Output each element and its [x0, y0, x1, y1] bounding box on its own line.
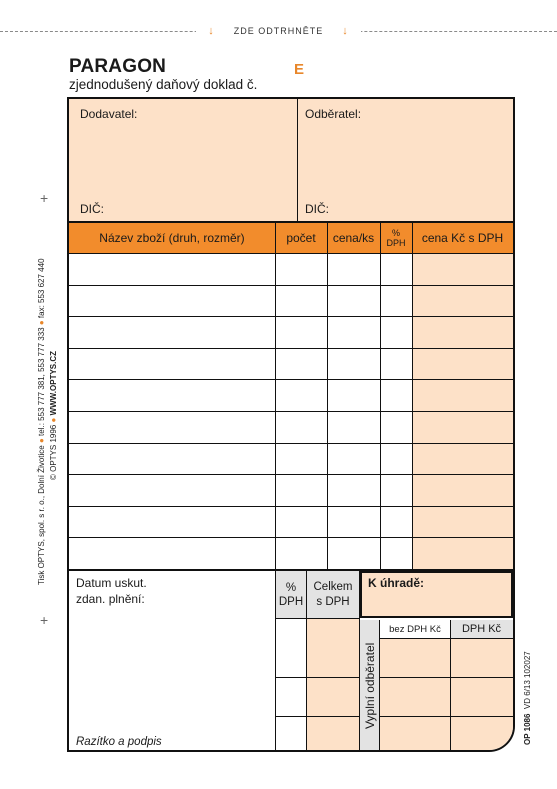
- table-row[interactable]: [69, 507, 513, 538]
- supplier-label: Dodavatel:: [80, 107, 138, 121]
- table-row[interactable]: [69, 317, 513, 348]
- registration-mark-icon: +: [40, 190, 49, 206]
- footer-vat-header: % DPH: [276, 571, 306, 618]
- col-header-unit-price: cena/ks: [332, 231, 375, 245]
- document-title: PARAGON: [69, 56, 167, 77]
- table-row[interactable]: [69, 475, 513, 506]
- table-row[interactable]: [69, 444, 513, 475]
- printer-web: © OPTYS 1996 ● WWW.OPTYS.CZ: [49, 350, 58, 480]
- table-row[interactable]: [69, 349, 513, 380]
- document-subtitle: zjednodušený daňový doklad č.: [69, 77, 258, 92]
- col-header-vat: % DPH: [386, 228, 406, 248]
- col-header-price-vat: cena Kč s DPH: [421, 231, 504, 245]
- footer-total-header: Celkem s DPH: [307, 571, 359, 618]
- table-row[interactable]: [69, 254, 513, 285]
- amount-due-label: K úhradě:: [368, 576, 425, 590]
- col-header-count: počet: [286, 231, 316, 245]
- customer-fills-grid: [380, 639, 513, 752]
- col-header-name: Název zboží (druh, rozměr): [99, 231, 245, 245]
- printer-info: Tisk OPTYS, spol. s r. o., Dolní Životice ● tel.: 553 777 381, 553 777 333 ● fax: 553 627 440: [37, 258, 46, 585]
- tear-off-text: ZDE ODTRHNĚTE: [228, 26, 330, 36]
- table-row[interactable]: [69, 380, 513, 411]
- invoice-form: [67, 97, 515, 752]
- variant-letter: E: [294, 61, 305, 78]
- down-arrow-icon: ↓: [202, 25, 221, 37]
- total-column-fill: [307, 619, 359, 752]
- supplier-dic-label: DIČ:: [80, 202, 104, 216]
- without-vat-header: bez DPH Kč: [389, 623, 441, 635]
- vat-czk-header: DPH Kč: [450, 620, 513, 638]
- table-row[interactable]: [69, 538, 513, 569]
- down-arrow-icon: ↓: [336, 25, 355, 37]
- customer-dic-label: DIČ:: [305, 202, 329, 216]
- registration-mark-icon: +: [40, 612, 49, 628]
- tear-off-label: [0, 25, 557, 37]
- table-row[interactable]: [69, 412, 513, 443]
- date-label-line2: zdan. plnění:: [76, 592, 145, 606]
- form-code: OP 1086 VD 6/13 102027: [523, 651, 532, 745]
- stamp-signature-label: Razítko a podpis: [76, 736, 162, 748]
- date-label-line1: Datum uskut.: [76, 576, 147, 590]
- customer-fills-label: Vyplní odběratel: [363, 642, 377, 729]
- customer-label: Odběratel:: [305, 107, 362, 121]
- table-row[interactable]: [69, 286, 513, 317]
